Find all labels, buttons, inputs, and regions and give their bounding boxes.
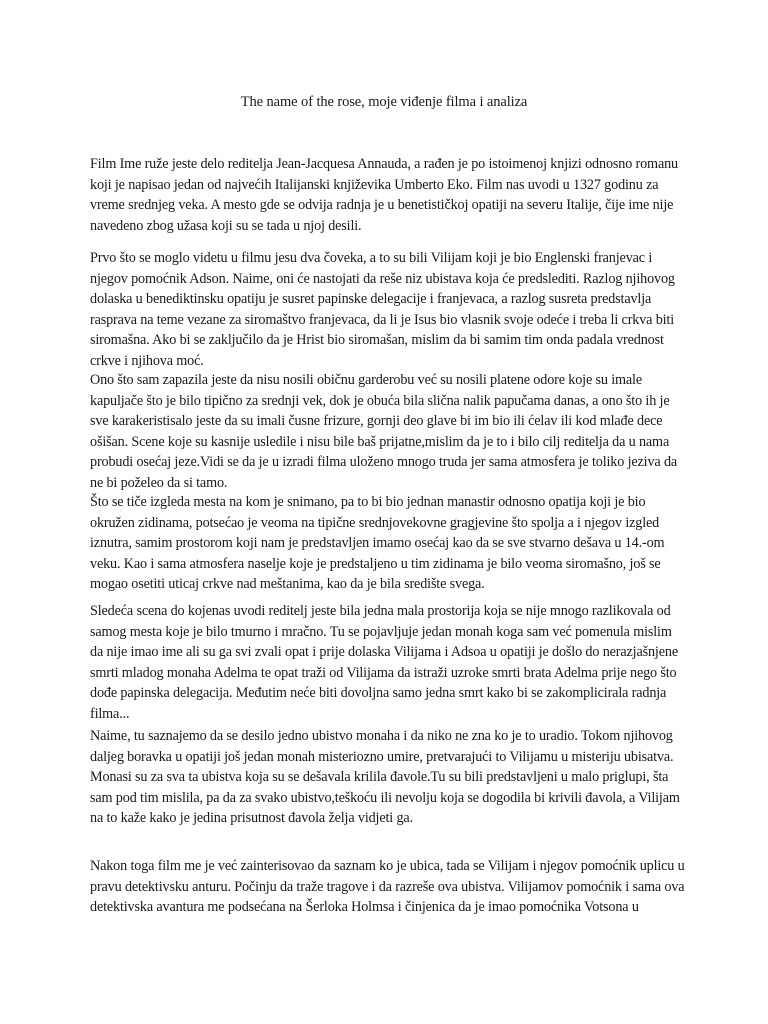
paragraph-characters: Prvo što se moglo videtu u filmu jesu dva čoveka, a to su bili Vilijam koji je bio Englenski franjevac i njegov pomoćnik Adson. Naime, oni će nastojati da reše niz ubistava koja će predslediti. Razlog njihovog dolaska u benediktinsku opatiju je susret papinske delegacije i franjevaca, a razlog susreta predstavlja rasprava na teme vezane za siromaštvo franjevaca, da li je Isus bio vlasnik svoje odeće i treba li crkva biti siromašna. Ako bi se zaključilo da je Hrist bio siromašan, mislim da bi samim tim onda padala vrednost crkve i njihova moć. bbox=[90, 250, 675, 369]
paragraph-murders: Naime, tu saznajemo da se desilo jedno ubistvo monaha i da niko ne zna ko je to uradio. Tokom njihovog daljeg boravka u opatiji još jedan monah misteriozno umire, pretvarajući to Vilijamu u misteriju ubisatva. Monasi su za sva ta ubistva koja su se dešavala krilila đavole.Tu su bili predstavljeni u malo priglupi, šta sam pod tim mislila, pa da za svako ubistvo,teškoću ili nevolju koja se dogodila bi krivili đavola, a Vilijam na to kaže kako je jedina prisutnost đavola želja vidjeti ga. bbox=[90, 728, 680, 826]
paragraph-setting: Što se tiče izgleda mesta na kom je snimano, pa to bi bio jednan manastir odnosno opatija koji je bio okružen zidinama, potsećao je veoma na tipične srednjovekovne gragjevine što spolja a i njegov izgled iznutra, samim prostorom koji nam je predstavljen imamo osećaj kao da se sve stvarno dešava u 14.-om veku. Kao i sama atmosfera naselje koje je predstaljeno u tim zidinama je bilo veoma siromašno, još se mogao osetiti uticaj crkve nad meštanima, kao da je bila središte svega. bbox=[90, 494, 665, 592]
document-title: The name of the rose, moje viđenje filma i analiza bbox=[240, 94, 528, 110]
paragraph-first-scene: Sledeća scena do kojenas uvodi reditelj jeste bila jedna mala prostorija koja se nije mnogo razlikovala od samog mesta koje je bilo tmurno i mračno. Tu se pojavljuje jedan monah koga sam već pomenula mislim da nije imao ime ali su ga svi zvali opat i prije dolaska Vilijama i Adsoa u opatiji je došlo do nerazjašnjene smrti mladog monaha Adelma te opat traži od Vilijama da istraži uzroke smrti brata Adelma prije nego što dođe papinska delegacija. Međutim neće biti dovoljna samo jedna smrt kako bi se zakomplicirala radnja filma... bbox=[90, 603, 678, 722]
paragraph-costumes: Ono što sam zapazila jeste da nisu nosili običnu garderobu već su nosili platene odore koje su imale kapuljače što je bilo tipično za srednji vek, dok je obuća bila slična nalik papučama danas, a ono što ih je sve karakeristisalo jeste da su imali čusne frizure, gornji deo glave bi im bio ili ćelav ili kod mlađe dece ošišan. Scene koje su kasnije usledile i nisu bile baš prijatne,mislim da je to i bilo cilj reditelja da u nama probudi osećaj jeze.Vidi se da je u izradi filma uloženo mnogo truda jer sama atmosfera je toliko jeziva da ne bi poželeo da si tamo. bbox=[90, 372, 678, 491]
paragraph-intro: Film Ime ruže jeste delo reditelja Jean-Jacquesa Annauda, a rađen je po istoimenoj knjizi odnosno romanu koji je napisao jedan od najvećih Italijanski književika Umberto Eko. Film nas uvodi u 1327 godinu za vreme srednjeg veka. A mesto gde se odvija radnja je u benetističkoj opatiji na severu Italije, čije ime nije navedeno zbog užasa koji su se tada u njoj desili. bbox=[90, 156, 678, 234]
paragraph-detective: Nakon toga film me je već zainterisovao da saznam ko je ubica, tada se Vilijam i njegov pomoćnik uplicu u pravu detektivsku anturu. Počinju da traže tragove i da razreše ova ubistva. Vilijamov pomoćnik i sama ova detektivska avantura me podsećana na Šerloka Holmsa i činjenica da je imao pomoćnika Votsona u bbox=[90, 858, 685, 915]
